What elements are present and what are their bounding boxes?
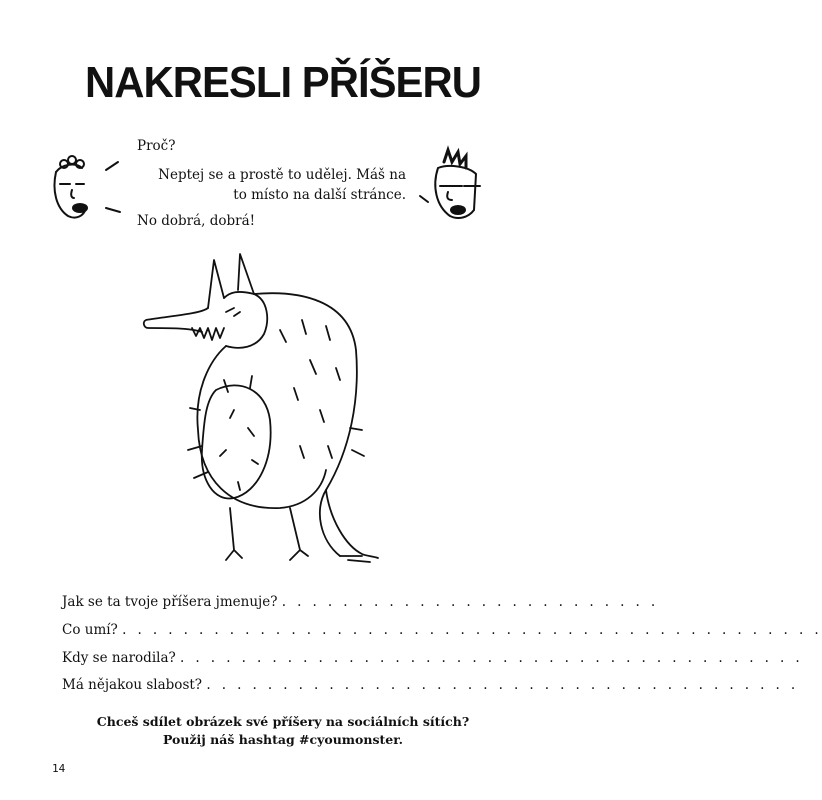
question-label: Kdy se narodila? bbox=[62, 650, 176, 666]
share-note bbox=[0, 713, 566, 749]
page-title: NAKRESLI PŘÍŠERU bbox=[85, 58, 481, 107]
share-line-2: Použij náš hashtag #cyoumonster. bbox=[162, 732, 404, 747]
answer-dots: . . . . . . . . . . . . . . . . . . . . . . . . . bbox=[281, 594, 659, 610]
dialog-line-ok: No dobrá, dobrá! bbox=[137, 213, 256, 229]
share-line-1: Chceš sdílet obrázek své příšery na sociálních sítích? bbox=[96, 714, 470, 729]
dialog-line-why: Proč? bbox=[137, 138, 176, 154]
dialog-line-answer: Neptej se a prostě to udělej. Máš na to místo na další stránce. bbox=[158, 167, 406, 203]
answer-dots: . . . . . . . . . . . . . . . . . . . . . . . . . . . . . . . . . . . . . . . . . . . . . . bbox=[122, 622, 822, 638]
question-label: Jak se ta tvoje příšera jmenuje? bbox=[62, 594, 278, 610]
answer-dots: . . . . . . . . . . . . . . . . . . . . . . . . . . . . . . . . . . . . . . . . . bbox=[180, 650, 804, 666]
question-abilities bbox=[62, 622, 822, 638]
spiky-hair-boy-face-doodle-icon bbox=[414, 150, 500, 226]
wolf-monster-drawing bbox=[130, 250, 390, 580]
answer-dots: . . . . . . . . . . . . . . . . . . . . . . . . . . . . . . . . . . . . . . . bbox=[206, 677, 799, 693]
question-label: Má nějakou slabost? bbox=[62, 677, 203, 693]
question-weakness bbox=[62, 677, 799, 693]
question-label: Co umí? bbox=[62, 622, 118, 638]
question-name bbox=[62, 594, 659, 610]
girl-face-doodle-icon bbox=[42, 150, 128, 226]
page-number: 14 bbox=[52, 762, 66, 775]
question-birth bbox=[62, 650, 804, 666]
